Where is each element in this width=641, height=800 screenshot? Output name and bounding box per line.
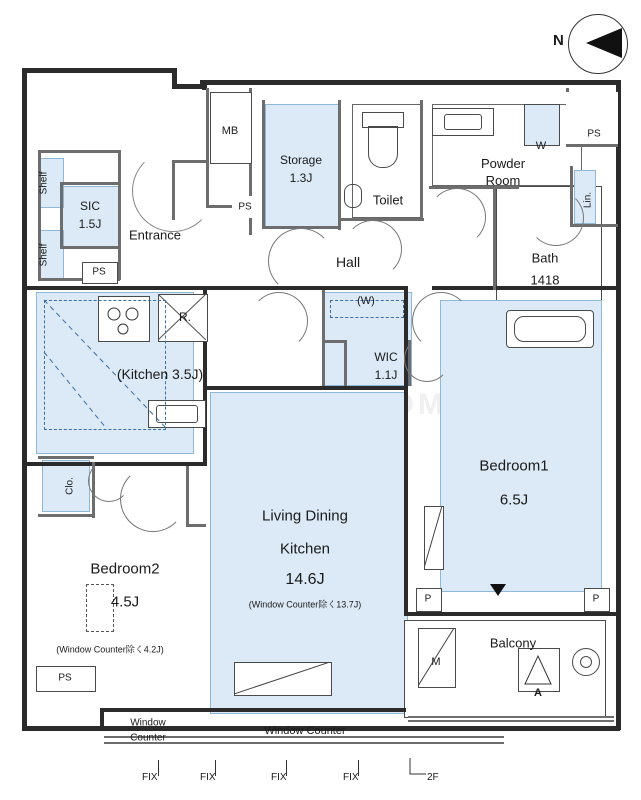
sic-area: 1.5J xyxy=(78,217,102,231)
ps-balcony-left-label: P xyxy=(424,593,432,605)
wall-thin xyxy=(38,150,120,153)
wall-thin xyxy=(322,340,344,343)
vanity-sink xyxy=(444,114,482,130)
bath-size: 1418 xyxy=(530,272,560,288)
window-counter-left-line1: Window xyxy=(130,717,166,729)
wall-interior xyxy=(206,708,406,712)
window-counter-left-line2: Counter xyxy=(130,732,166,744)
window-counter-main-label: Window Counter xyxy=(264,725,346,737)
ldk-label-line2: Kitchen xyxy=(279,540,331,558)
balcony-drain-inner xyxy=(580,656,592,668)
door-swing-storage xyxy=(268,228,334,294)
bedroom2-note: (Window Counter除く4.2J) xyxy=(56,644,164,655)
fix-leader xyxy=(158,760,159,776)
kitchen-label: (Kitchen 3.5J) xyxy=(116,366,204,382)
direction-marker xyxy=(490,584,508,598)
storage-label: Storage xyxy=(279,153,323,167)
wall-outer xyxy=(172,84,206,89)
fix-label-3: FIX xyxy=(271,772,287,783)
bath-label: Bath xyxy=(531,250,559,266)
ps-bottom-label: PS xyxy=(58,672,72,684)
balcony-rail xyxy=(408,720,614,722)
wall-thin xyxy=(60,182,120,185)
ac-unit-label: A xyxy=(534,687,542,699)
wic-area: 1.1J xyxy=(374,368,398,382)
ps-balcony-right-label: P xyxy=(592,593,600,605)
door-swing-bath xyxy=(528,190,584,246)
ac-unit-triangle xyxy=(518,648,558,690)
wall-thin xyxy=(344,340,347,386)
refrigerator-label: R. xyxy=(179,310,191,324)
wall-outer xyxy=(22,68,172,73)
wall-thin xyxy=(118,150,121,280)
wall-thin xyxy=(338,100,341,230)
wall-interior xyxy=(432,286,616,290)
fix-label-2: FIX xyxy=(200,772,216,783)
closet-label: Clo. xyxy=(64,477,76,495)
wall-thin xyxy=(186,524,206,527)
ps-entrance-label: PS xyxy=(92,266,106,278)
wall-thin xyxy=(60,246,120,249)
entrance-label: Entrance xyxy=(128,227,182,243)
wall-thin xyxy=(493,186,496,290)
toilet-bowl xyxy=(368,126,398,168)
door-swing-powder xyxy=(428,188,486,246)
bedroom2-window-counter xyxy=(86,584,114,632)
wall-interior xyxy=(404,612,616,616)
wall-thin xyxy=(566,144,618,147)
wall-outer xyxy=(22,68,27,728)
bedroom2-area: 4.5J xyxy=(110,593,140,611)
door-swing-bedroom2 xyxy=(120,466,186,532)
ldk-counter-diagonal xyxy=(234,662,330,694)
door-swing-entrance xyxy=(132,150,214,232)
wic-label: WIC xyxy=(374,350,398,364)
wall-interior xyxy=(203,386,408,390)
wall-thin xyxy=(186,466,189,526)
wall-thin xyxy=(60,182,63,248)
toilet-label: Toilet xyxy=(372,192,404,208)
bedroom2-label: Bedroom2 xyxy=(90,560,160,578)
door-swing-wic xyxy=(404,336,450,382)
bathtub-inner xyxy=(514,316,586,342)
wall-outer xyxy=(616,80,621,730)
lin-label: Lin. xyxy=(582,191,594,209)
balcony-rail xyxy=(408,716,614,718)
compass-needle xyxy=(566,12,628,74)
fix-label-1: FIX xyxy=(142,772,158,783)
wall-thin xyxy=(262,100,265,228)
mb-label: MB xyxy=(221,125,239,137)
second-floor-label: 2F xyxy=(427,772,439,783)
wall-thin xyxy=(38,514,94,517)
wall-interior xyxy=(404,286,408,616)
shelf-lower-label: Shelf xyxy=(38,243,50,267)
balcony-label: Balcony xyxy=(489,635,537,651)
wall-outer xyxy=(200,80,620,85)
wall-thin xyxy=(38,456,94,459)
storage-area: 1.3J xyxy=(289,171,313,185)
powder-room-line1: Powder Room xyxy=(480,156,526,188)
sic-label: SIC xyxy=(79,199,101,213)
ldk-note: (Window Counter除く13.7J) xyxy=(248,599,362,610)
wall-interior xyxy=(27,286,207,290)
ps-top-label: PS xyxy=(587,128,601,140)
hall-label: Hall xyxy=(335,254,361,270)
ldk-area: 14.6J xyxy=(285,571,325,588)
bedroom1-area: 6.5J xyxy=(499,491,529,509)
fix-label-4: FIX xyxy=(343,772,359,783)
wall-interior xyxy=(100,708,104,730)
meter-label: M xyxy=(431,656,441,668)
powder-room-label xyxy=(481,155,525,189)
ps-hall-label: PS xyxy=(238,201,252,213)
compass-label: N xyxy=(553,32,564,49)
bedroom1-window-diagonal xyxy=(424,506,442,568)
door-swing-hall xyxy=(250,292,308,350)
hand-sink xyxy=(344,184,362,208)
wall-thin xyxy=(322,290,325,386)
washer-label: W xyxy=(535,140,547,152)
bedroom1-label: Bedroom1 xyxy=(479,457,549,475)
wall-thin xyxy=(420,100,423,220)
shelf-upper-label: Shelf xyxy=(38,171,50,195)
ldk-label-line1: Living Dining xyxy=(262,507,348,525)
w-dashed-label: (W) xyxy=(357,295,375,307)
door-swing-closet xyxy=(88,460,130,502)
